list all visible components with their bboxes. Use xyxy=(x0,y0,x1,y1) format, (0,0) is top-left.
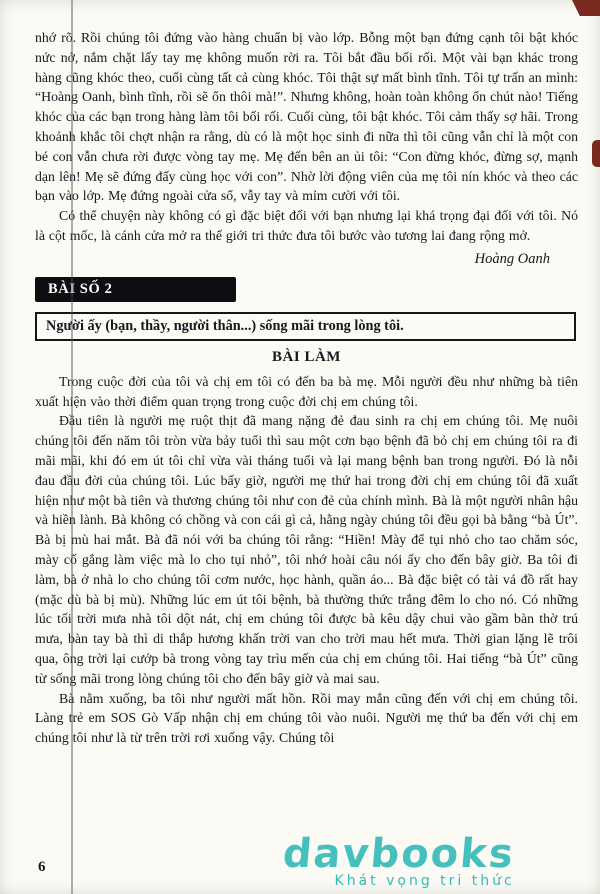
essay-paragraph-continuation: nhớ rõ. Rồi chúng tôi đứng vào hàng chuẩn bị vào lớp. Bỗng một bạn đứng cạnh tôi bật khóc nức nở, nắm chặt lấy tay mẹ không muốn rời ra. Tôi bắt đầu bối rối. Một vài bạn khác trong hàng cũng khóc theo, cuối cùng tất cả cùng khóc. Tôi thật sự mất bình tĩnh. Tôi tự trấn an mình: “Hoàng Oanh, bình tĩnh, rồi sẽ ổn thôi mà!”. Nhưng không, hoàn toàn không ổn chút nào! Tiếng khóc của các bạn trong hàng làm tôi bối rối. Cuối cùng, tôi bật khóc. Tôi cảm thấy sợ hãi. Trong khoảnh khắc tôi chợt nhận ra rằng, dù có là một học sinh đi nữa thì tôi cũng vẫn chỉ là một con bé con vẫn chưa rời được vòng tay mẹ. Mẹ đến bên an ủi tôi: “Con đừng khóc, đừng sợ, mạnh dạn lên! Mẹ sẽ đứng đấy cùng học với con”. Nhờ lời động viên của mẹ tôi nín khóc và theo các bạn vào lớp. Mẹ đứng ngoài cửa sổ, vẫy tay và mỉm cười với tôi. xyxy=(35,30,578,204)
page-content xyxy=(35,28,578,748)
essay-paragraph: Bà nằm xuống, ba tôi như người mất hồn. Rồi may mắn cũng đến với chị em chúng tôi. Làng trẻ em SOS Gò Vấp nhận chị em chúng tôi vào nuôi. Người mẹ thứ ba đến với chị em chúng tôi như là từ trên trời rơi xuống vậy. Chúng tôi xyxy=(35,690,578,746)
essay-topic-box xyxy=(35,312,576,341)
section-header xyxy=(35,277,236,302)
scan-mark-right-edge xyxy=(592,140,600,167)
watermark-logo-text: davbooks xyxy=(280,831,517,877)
watermark-tagline: Khát vọng tri thức xyxy=(334,873,515,889)
essay-heading: BÀI LÀM xyxy=(272,348,341,365)
essay-paragraph: Trong cuộc đời của tôi và chị em tôi có đến ba bà mẹ. Mỗi người đều như những bà tiên xuất hiện vào thời điểm quan trọng trong cuộc đời chị em chúng tôi. xyxy=(35,373,578,409)
page-number: 6 xyxy=(38,859,46,875)
essay-paragraph: Đầu tiên là người mẹ ruột thịt đã mang nặng đẻ đau sinh ra chị em chúng tôi. Mẹ nuôi chúng tôi đến năm tôi tròn vừa bảy tuổi thì sau một cơn bạo bệnh đã bỏ chị em chúng tôi ra đi mãi mãi, khi đó em út tôi chỉ vừa vài tháng tuổi và lại mang bệnh ban trong người. Đó là nỗi đau đầu đời của chúng tôi. Lúc bấy giờ, người mẹ thứ hai trong đời chị em chúng tôi đã xuất hiện như một bà tiên và thương chúng tôi như con đẻ của chính mình. Bà là một người nhân hậu và hiền lành. Bà không có chồng và con cái gì cả, hằng ngày chúng tôi đều gọi bà bằng “bà Út”. Bà bị mù hai mắt. Bà đã nói với ba chúng tôi rằng: “Hiền! Mày để tụi nhỏ cho tao chăm sóc, mày cố gắng làm việc mà lo cho tụi nhỏ”, tôi nhớ hoài câu nói ấy cho đến bây giờ. Ba tôi đi làm, bà ở nhà lo cho chúng tôi cơm nước, học hành, quần áo... Bà đặc biệt có tài vá đồ rất hay (mặc dù bà bị mù). Những lúc em út tôi bệnh, bà thường thức trắng đêm lo cho nó. Có những lúc tối trời mưa nhà tôi dột nát, chị em chúng tôi được bà kêu dậy chui vào gầm bàn thờ trú mưa, bàn tay bà thì di thắp hương khấn trời van cho trời mau hết mưa. Thời gian lặng lẽ trôi qua, ông trời lại cướp bà trong vòng tay trìu mến của chị em chúng tôi. Hai tiếng “bà Út” cũng từ sống mãi trong lòng chúng tôi cho đến bây giờ và mai sau. xyxy=(35,413,578,686)
scan-mark-top-right xyxy=(572,0,600,16)
essay-topic-text: Người ấy (bạn, thầy, người thân...) sống mãi trong lòng tôi. xyxy=(46,317,404,334)
watermark xyxy=(280,831,517,889)
author-signature: Hoàng Oanh xyxy=(474,250,550,267)
essay-paragraph-closing: Có thể chuyện này không có gì đặc biệt đối với bạn nhưng lại khá trọng đại đối với tôi. Nó là cột mốc, là cánh cửa mở ra thế giới tri thức đưa tôi bước vào tương lai đang rộng mở. xyxy=(35,208,578,243)
section-header-label: BÀI SỐ 2 xyxy=(48,280,113,297)
